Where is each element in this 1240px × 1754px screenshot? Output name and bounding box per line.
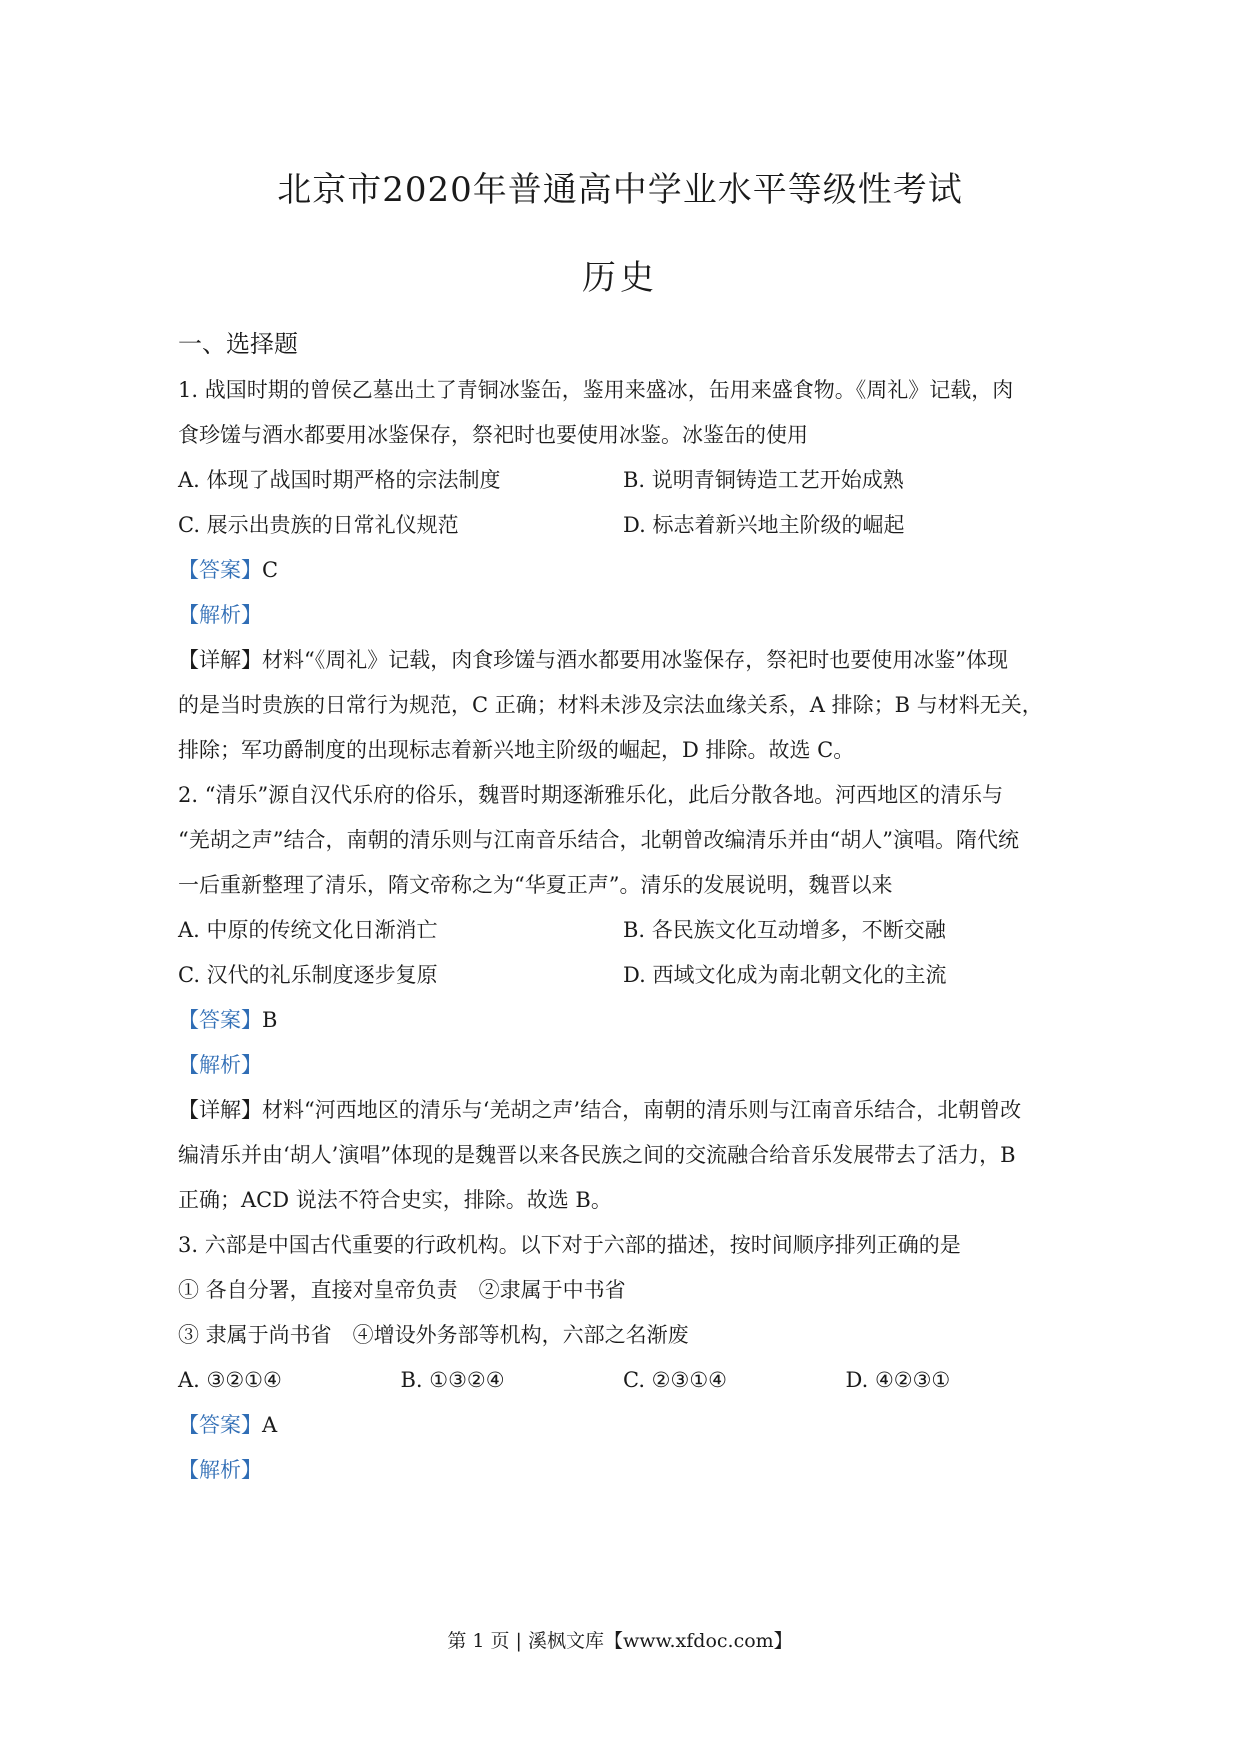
option-c: C. ②③①④ xyxy=(623,1368,727,1392)
detail-line: 排除；军功爵制度的出现标志着新兴地主阶级的崛起，D 排除。故选 C。 xyxy=(178,738,855,762)
page-footer: 第 1 页 | 溪枫文库【www.xfdoc.com】 xyxy=(447,1630,793,1652)
content-body xyxy=(178,326,1068,1493)
options-row xyxy=(178,908,1068,953)
question-stem-line: 2. “清乐”源自汉代乐府的俗乐，魏晋时期逐渐雅乐化，此后分散各地。河西地区的清乐与 xyxy=(178,783,1004,807)
option-d: D. 标志着新兴地主阶级的崛起 xyxy=(623,513,905,537)
question-3 xyxy=(178,1223,1068,1493)
answer-tag: 【答案】 xyxy=(178,558,262,582)
analysis-tag: 【解析】 xyxy=(178,603,262,627)
question-stem-line: 3. 六部是中国古代重要的行政机构。以下对于六部的描述，按时间顺序排列正确的是 xyxy=(178,1233,961,1257)
question-stem-line: “羌胡之声”结合，南朝的清乐则与江南音乐结合，北朝曾改编清乐并由“胡人”演唱。隋代统 xyxy=(178,828,1019,852)
subject-title: 历史 xyxy=(582,258,658,298)
section-title: 一、选择题 xyxy=(178,330,298,358)
detail-line xyxy=(178,638,1068,683)
analysis-line xyxy=(178,1448,1068,1493)
option-b: B. 各民族文化互动增多，不断交融 xyxy=(623,918,946,942)
answer-value: B xyxy=(262,1008,278,1032)
option-c: C. 展示出贵族的日常礼仪规范 xyxy=(178,513,459,537)
detail-line xyxy=(178,1088,1068,1133)
question-stem-line: 一后重新整理了清乐，隋文帝称之为“华夏正声”。清乐的发展说明，魏晋以来 xyxy=(178,873,893,897)
option-c: C. 汉代的礼乐制度逐步复原 xyxy=(178,963,438,987)
answer-line xyxy=(178,998,1068,1043)
answer-tag: 【答案】 xyxy=(178,1413,262,1437)
question-1 xyxy=(178,368,1068,773)
detail-line: 正确；ACD 说法不符合史实，排除。故选 B。 xyxy=(178,1188,612,1212)
detail-line: 编清乐并由‘胡人’演唱”体现的是魏晋以来各民族之间的交流融合给音乐发展带去了活力，B xyxy=(178,1143,1016,1167)
question-stem-line: ③ 隶属于尚书省 ④增设外务部等机构，六部之名渐废 xyxy=(178,1323,689,1347)
analysis-tag: 【解析】 xyxy=(178,1053,262,1077)
detail-tag: 【详解】 xyxy=(178,1098,262,1122)
answer-line xyxy=(178,548,1068,593)
analysis-tag: 【解析】 xyxy=(178,1458,262,1482)
question-stem-line: 1. 战国时期的曾侯乙墓出土了青铜冰鉴缶，鉴用来盛冰，缶用来盛食物。《周礼》记载，肉 xyxy=(178,378,1014,402)
question-stem-line: 食珍馐与酒水都要用冰鉴保存，祭祀时也要使用冰鉴。冰鉴缶的使用 xyxy=(178,423,808,447)
analysis-line xyxy=(178,593,1068,638)
option-d: D. 西域文化成为南北朝文化的主流 xyxy=(623,963,947,987)
option-b: B. ①③②④ xyxy=(400,1368,505,1392)
answer-tag: 【答案】 xyxy=(178,1008,262,1032)
options-row xyxy=(178,503,1068,548)
detail-line: 的是当时贵族的日常行为规范，C 正确；材料未涉及宗法血缘关系，A 排除；B 与材料无关， xyxy=(178,693,1043,717)
option-a: A. ③②①④ xyxy=(178,1368,282,1392)
detail-text: 材料“《周礼》记载，肉食珍馐与酒水都要用冰鉴保存，祭祀时也要使用冰鉴”体现 xyxy=(262,648,1008,672)
question-2 xyxy=(178,773,1068,1223)
option-b: B. 说明青铜铸造工艺开始成熟 xyxy=(623,468,904,492)
question-stem-line: ① 各自分署，直接对皇帝负责 ②隶属于中书省 xyxy=(178,1278,626,1302)
options-row xyxy=(178,953,1068,998)
detail-text: 材料“河西地区的清乐与‘羌胡之声’结合，南朝的清乐则与江南音乐结合，北朝曾改 xyxy=(262,1098,1022,1122)
option-a: A. 体现了战国时期严格的宗法制度 xyxy=(178,468,501,492)
option-a: A. 中原的传统文化日渐消亡 xyxy=(178,918,438,942)
options-row xyxy=(178,1358,1068,1403)
answer-line xyxy=(178,1403,1068,1448)
answer-value: C xyxy=(262,558,279,582)
analysis-line xyxy=(178,1043,1068,1088)
page-title: 北京市2020年普通高中学业水平等级性考试 xyxy=(277,170,963,210)
options-row xyxy=(178,458,1068,503)
detail-tag: 【详解】 xyxy=(178,648,262,672)
answer-value: A xyxy=(262,1413,278,1437)
option-d: D. ④②③① xyxy=(845,1368,951,1392)
